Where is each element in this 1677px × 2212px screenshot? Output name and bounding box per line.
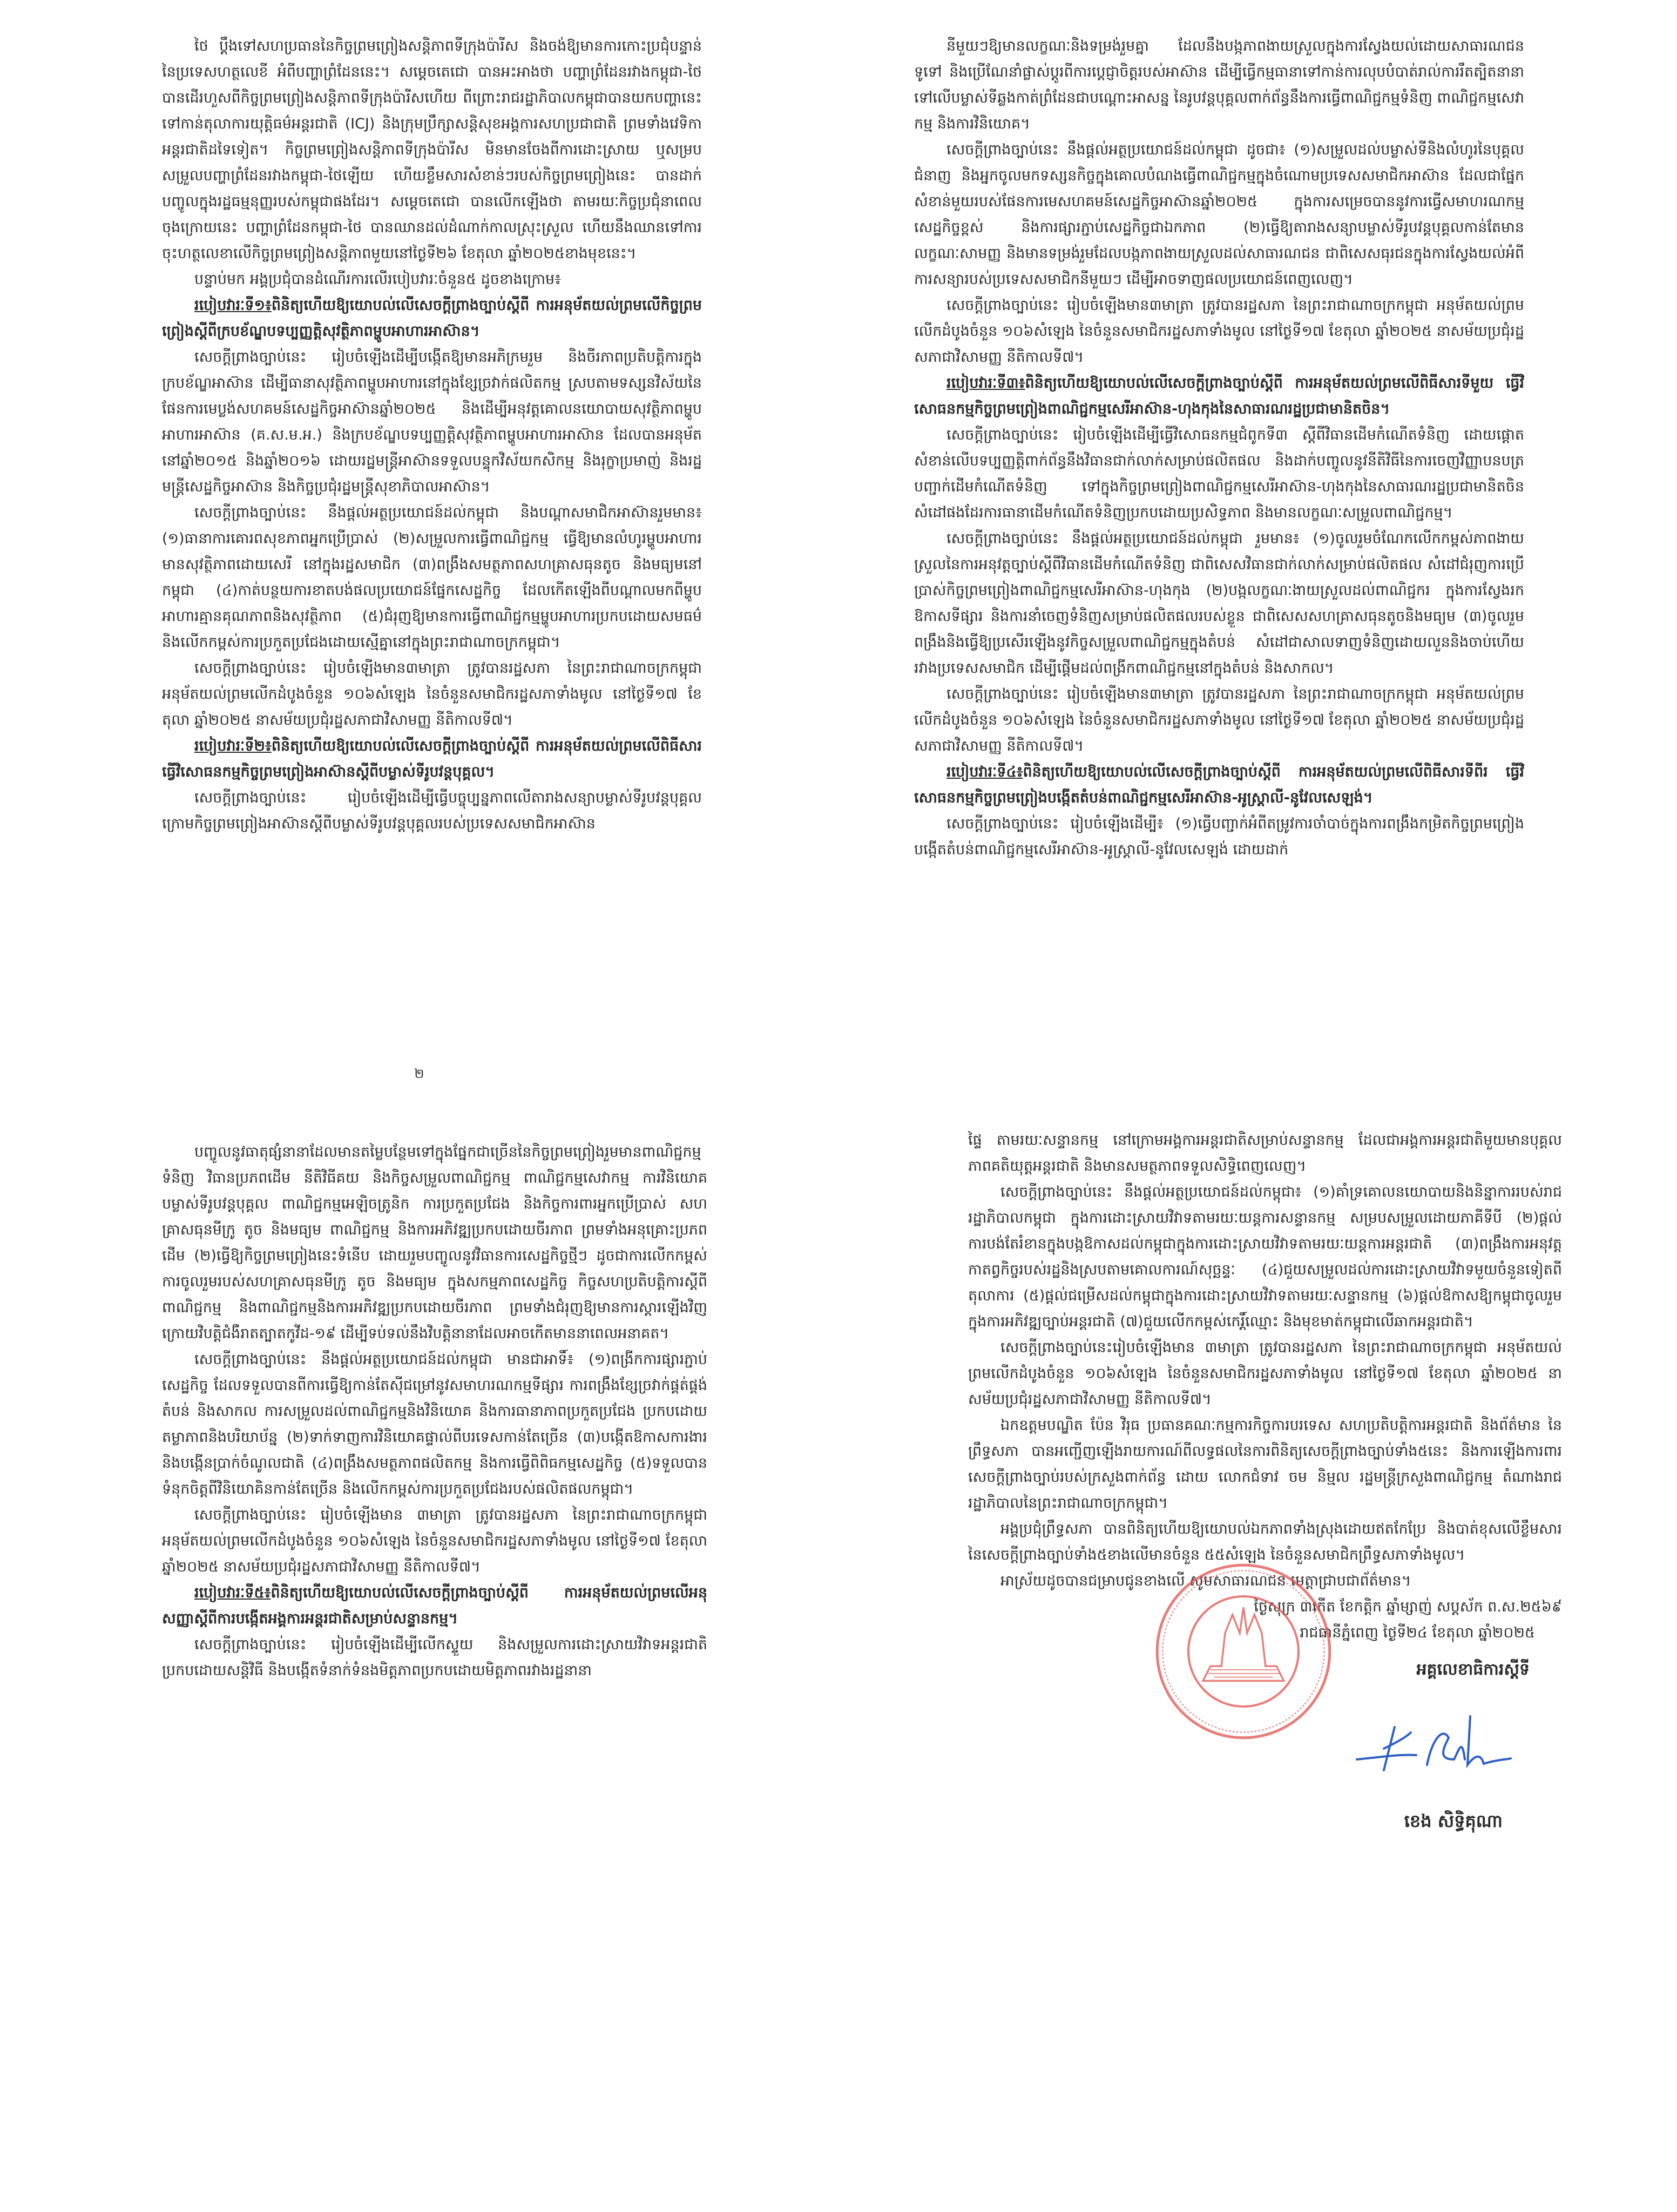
agenda-heading: [914, 759, 1524, 811]
paragraph: ឯកឧត្ដមបណ្ឌិត ប៉ែន វិរុធ ប្រធានគណៈកម្មការកិច្ចការបរទេស សហប្រតិបត្តិការអន្តរជាតិ និងព័ត៌មាន នៃព្រឹទ្ធសភា បានអញ្ជើញឡើងរាយការណ៍ពីលទ្ធផលនៃការពិនិត្យសេចក្ដីព្រាងច្បាប់ទាំង៥នេះ និងការឡើងការពារសេចក្ដីព្រាងច្បាប់របស់ក្រសួងពាក់ព័ន្ធ ដោយ លោកជំទាវ ចម និម្មល រដ្ឋមន្ត្រីក្រសួងពាណិជ្ជកម្ម តំណាងរាជរដ្ឋាភិបាលនៃព្រះរាជាណាចក្រកម្ពុជា។: [968, 1417, 1562, 1512]
page-body: [914, 33, 1524, 863]
agenda-title: ពិនិត្យហើយឱ្យយោបល់លើសេចក្ដីព្រាងច្បាប់ស្ដីពី ការអនុម័តយល់ព្រមលើពិធីសារទីមួយ ធ្វើវិសោធនកម្មកិច្ចព្រមព្រៀងពាណិជ្ជកម្មសេរីអាស៊ាន-ហុងកុងនៃសាធារណរដ្ឋប្រជាមានិតចិន។: [914, 375, 1524, 417]
paragraph: បញ្ចូលនូវធាតុផ្សំនានាដែលមានតម្លៃបន្ថែមទៅក្នុងផ្នែកជាច្រើននៃកិច្ចព្រមព្រៀងរួមមានពាណិជ្ជកម្មទំនិញ វិធានប្រភពដើម នីតិវិធីគយ និងកិច្ចសម្រួលពាណិជ្ជកម្ម ពាណិជ្ជកម្មសេវាកម្ម ការវិនិយោគ បម្លាស់ទីរូបវន្តបុគ្គល ពាណិជ្ជកម្មអេឡិចត្រូនិក ការប្រកួតប្រជែង និងកិច្ចការពារអ្នកប្រើប្រាស់ សហគ្រាសធុនមីក្រូ តូច និងមធ្យម ពាណិជ្ជកម្ម និងការអភិវឌ្ឍប្រកបដោយចីរភាព ព្រមទាំងអនុគ្រោះប្រភពដើម (២)ធ្វើឱ្យកិច្ចព្រមព្រៀងនេះទំនើប ដោយរួមបញ្ចូលនូវវិធានការសេដ្ឋកិច្ចថ្មីៗ ដូចជាការលើកកម្ពស់ការចូលរួមរបស់សហគ្រាសធុនមីក្រូ តូច និងមធ្យម ក្នុងសកម្មភាពសេដ្ឋកិច្ច កិច្ចសហប្រតិបត្តិការស្ដីពីពាណិជ្ជកម្ម និងពាណិជ្ជកម្មនិងការអភិវឌ្ឍប្រកបដោយចីរភាព ព្រមទាំងជំរុញឱ្យមានការស្ដារឡើងវិញក្រោយវិបត្តិជំងឺរាតត្បាតកូវីដ-១៩ ដើម្បីទប់ទល់នឹងវិបត្តិនានាដែលអាចកើតមាននាពេលអនាគត។: [162, 1144, 707, 1342]
closing-block: [968, 1594, 1562, 1927]
agenda-heading: [162, 733, 702, 785]
page-4: [0, 1106, 838, 2212]
page-5: [838, 1106, 1677, 2212]
paragraph: សេចក្ដីព្រាងច្បាប់នេះ រៀបចំឡើងដើម្បី៖ (១)ធ្វើបញ្ជាក់អំពីតម្រូវការចាំបាច់ក្នុងការពង្រឹងកម្រិតកិច្ចព្រមព្រៀង បង្កើតតំបន់ពាណិជ្ជកម្មសេរីអាស៊ាន-អូស្ត្រាលី-នូវែលសេឡង់ ដោយដាក់: [914, 815, 1524, 858]
paragraph: សេចក្ដីព្រាងច្បាប់នេះ រៀបចំឡើងដើម្បីធ្វើបច្ចុប្បន្នភាពលើតារាងសន្យាបម្លាស់ទីរូបវន្តបុគ្គល ក្រោមកិច្ចព្រមព្រៀងអាស៊ានស្ដីពីបម្លាស់ទីរូបវន្តបុគ្គលរបស់ប្រទេសសមាជិកអាស៊ាន: [162, 790, 702, 832]
page-body: [968, 1128, 1562, 1927]
paragraph: សេចក្ដីព្រាងច្បាប់នេះ នឹងផ្ដល់អត្ថប្រយោជន៍ដល់កម្ពុជា ដូចជា៖ (១)សម្រួលដល់បម្លាស់ទីនិងលំហូរនៃបុគ្គលជំនាញ និងអ្នកចូលមកទស្សនកិច្ចក្នុងគោលបំណងធ្វើពាណិជ្ជកម្មក្នុងចំណោមប្រទេសសមាជិកអាស៊ាន ដែលជាផ្នែកសំខាន់មួយរបស់ផែនការមេសហគមន៍សេដ្ឋកិច្ចអាស៊ានឆ្នាំ២០២៥ ក្នុងការសម្រេចបាននូវការធ្វើសមាហរណកម្មសេដ្ឋកិច្ចខ្ពស់ និងការផ្សារភ្ជាប់សេដ្ឋកិច្ចជាឯកភាព (២)ធ្វើឱ្យតារាងសន្យាបម្លាស់ទីរូបវន្តបុគ្គលកាន់តែមានលក្ខណៈសាមញ្ញ និងមានទម្រង់រួមដែលបង្កភាពងាយស្រួលដល់សាធារណជន ជាពិសេសធុរជនក្នុងការស្វែងយល់អំពីការសន្យារបស់ប្រទេសសមាជិកនីមួយៗ ដើម្បីអាចទាញផលប្រយោជន៍ពេញលេញ។: [914, 141, 1524, 288]
paragraph: អាស្រ័យដូចបានជម្រាបជូនខាងលើ សូមសាធារណជន មេត្តាជ្រាបជាព័ត៌មាន។: [1000, 1573, 1411, 1589]
paragraph: ថៃ ប្ដឹងទៅសហប្រធាននៃកិច្ចព្រមព្រៀងសន្តិភាពទីក្រុងប៉ារីស និងចង់ឱ្យមានការកោះប្រជុំបន្ទាន់នៃប្រទេសហត្ថលេខី អំពីបញ្ហាព្រំដែននេះ។ សម្ដេចតេជោ បានអះអាងថា បញ្ហាព្រំដែនរវាងកម្ពុជា-ថៃ បានដើរហួសពីកិច្ចព្រមព្រៀងសន្តិភាពទីក្រុងប៉ារីសហើយ ពីព្រោះរាជរដ្ឋាភិបាលកម្ពុជាបានយកបញ្ហានេះទៅកាន់តុលាការយុត្តិធម៌អន្តរជាតិ (ICJ) និងក្រុមប្រឹក្សាសន្តិសុខអង្គការសហប្រជាជាតិ ព្រមទាំងវេទិកាអន្តរជាតិដទៃទៀត។ កិច្ចព្រមព្រៀងសន្តិភាពទីក្រុងប៉ារីស មិនមានចែងពីការដោះស្រាយ ឬសម្របសម្រួលបញ្ហាព្រំដែនរវាងកម្ពុជា-ថៃឡើយ ហើយខ្លឹមសារសំខាន់ៗរបស់កិច្ចព្រមព្រៀងនេះ បានដាក់បញ្ចូលក្នុងរដ្ឋធម្មនុញ្ញរបស់កម្ពុជាផងដែរ។ សម្ដេចតេជោ បានលើកឡើងថា តាមរយៈកិច្ចប្រជុំនាពេលចុងក្រោយនេះ បញ្ហាព្រំដែនកម្ពុជា-ថៃ បានឈានដល់ដំណាក់កាលស្រុះស្រួល ហើយនឹងឈានទៅការចុះហត្ថលេខាលើកិច្ចព្រមព្រៀងសន្តិភាពមួយនៅថ្ងៃទី២៦ ខែតុលា ឆ្នាំ២០២៥ខាងមុខនេះ។: [162, 38, 702, 262]
signatory-name: ខេង សិទ្ធិគុណា: [1404, 1811, 1503, 1831]
paragraph: សេចក្ដីព្រាងច្បាប់នេះ រៀបចំឡើងដើម្បីធ្វើវិសោធនកម្មជំពូកទី៣ ស្ដីពីវិធានដើមកំណើតទំនិញ ដោយផ្ដោតសំខាន់លើបទប្បញ្ញត្តិពាក់ព័ន្ធនឹងវិធានជាក់លាក់សម្រាប់ផលិតផល និងដាក់បញ្ចូលនូវនីតិវិធីនៃការចេញវិញ្ញាបនបត្របញ្ជាក់ដើមកំណើតទំនិញ ទៅក្នុងកិច្ចព្រមព្រៀងពាណិជ្ជកម្មសេរីអាស៊ាន-ហុងកុងនៃសាធារណរដ្ឋប្រជាមានិតចិន សំដៅផងដែរការធានាដើមកំណើតទំនិញប្រកបដោយប្រសិទ្ធភាព និងមានលក្ខណៈសម្រួលពាណិជ្ជកម្ម។: [914, 427, 1524, 521]
paragraph: សេចក្ដីព្រាងច្បាប់នេះរៀបចំឡើងមាន ៣មាត្រា ត្រូវបានរដ្ឋសភា នៃព្រះរាជាណាចក្រកម្ពុជា អនុម័តយល់ព្រមលើកដំបូងចំនួន ១០៦សំឡេង នៃចំនួនសមាជិករដ្ឋសភាទាំងមូល នៅថ្ងៃទី១៧ ខែតុលា ឆ្នាំ២០២៥ នាសម័យប្រជុំរដ្ឋសភាជាវិសាមញ្ញ នីតិកាលទី៧។: [968, 1339, 1562, 1408]
agenda-title: ពិនិត្យហើយឱ្យយោបល់លើសេចក្ដីព្រាងច្បាប់ស្ដីពី ការអនុម័តយល់ព្រមលើអនុសញ្ញាស្ដីពីការបង្កើតអង្គការអន្តរជាតិសម្រាប់សន្ទានកម្ម។: [162, 1584, 707, 1627]
agenda-label: របៀបវារៈទី១៖: [194, 297, 272, 314]
paragraph: សេចក្ដីព្រាងច្បាប់នេះ រៀបចំឡើងដើម្បីបង្កើតឱ្យមានអភិក្រមរួម និងចីរភាពប្រតិបត្តិការក្នុងក្របខ័ណ្ឌអាស៊ាន ដើម្បីធានាសុវត្ថិភាពម្ហូបអាហារនៅក្នុងខ្សែច្រវាក់ផលិតកម្ម ស្របតាមទស្សនវិស័យនៃផែនការមេប្លង់សហគមន៍សេដ្ឋកិច្ចអាស៊ានឆ្នាំ២០២៥ និងដើម្បីអនុវត្តគោលនយោបាយសុវត្ថិភាពម្ហូបអាហារអាស៊ាន (គ.ស.ម.អ.) និងក្របខ័ណ្ឌបទប្បញ្ញត្តិសុវត្ថិភាពម្ហូបអាហារអាស៊ាន ដែលបានអនុម័តនៅឆ្នាំ២០១៥ និងឆ្នាំ២០១៦ ដោយរដ្ឋមន្ត្រីអាស៊ានទទួលបន្ទុកវិស័យកសិកម្ម និងរុក្ខាប្រមាញ់ និងរដ្ឋមន្ត្រីសេដ្ឋកិច្ចអាស៊ាន និងកិច្ចប្រជុំរដ្ឋមន្ត្រីសុខាភិបាលអាស៊ាន។: [162, 349, 702, 495]
paragraph: សេចក្ដីព្រាងច្បាប់នេះ រៀបចំឡើងដើម្បីលើកស្ទួយ និងសម្រួលការដោះស្រាយវិវាទអន្តរជាតិប្រកបដោយសន្តិវិធី និងបង្កើតទំនាក់ទំនងមិត្តភាពប្រកបដោយមិត្តភាពរវាងរដ្ឋនានា: [162, 1636, 707, 1679]
agenda-label: របៀបវារៈទី៤៖: [946, 764, 1023, 780]
page-number: ២: [414, 1066, 424, 1081]
lunar-date: ថ្ងៃសុក្រ ៣កើត ខែកត្តិក ឆ្នាំម្សាញ់ សប្តស័ក ព.ស.២៥៦៩: [1254, 1599, 1562, 1615]
agenda-heading: [162, 293, 702, 345]
page-body: [162, 1139, 707, 1684]
paragraph: អង្គប្រជុំព្រឹទ្ធសភា បានពិនិត្យហើយឱ្យយោបល់ឯកភាពទាំងស្រុងដោយឥតកែប្រែ និងបាត់ខុសលើខ្លឹមសារនៃសេចក្ដីព្រាងច្បាប់ទាំង៥ខាងលើមានចំនួន ៥៥សំឡេង នៃចំនួនសមាជិកព្រឹទ្ធសភាទាំងមូល។: [968, 1521, 1562, 1563]
agenda-heading: [162, 1580, 707, 1632]
signatory-title: អគ្គលេខាធិការស្ដីទី: [1416, 1660, 1530, 1679]
agenda-title: ពិនិត្យហើយឱ្យយោបល់លើសេចក្ដីព្រាងច្បាប់ស្ដីពី ការអនុម័តយល់ព្រមលើពិធីសារធ្វើវិសោធនកម្មកិច្ចព្រមព្រៀងអាស៊ានស្ដីពីបម្លាស់ទីរូបវន្តបុគ្គល។: [162, 738, 702, 780]
page-3: [838, 0, 1677, 1106]
agenda-label: របៀបវារៈទី២៖: [194, 738, 272, 754]
agenda-label: របៀបវារៈទី៥៖: [194, 1584, 271, 1601]
paragraph: សេចក្ដីព្រាងច្បាប់នេះ នឹងផ្ដល់អត្ថប្រយោជន៍ដល់កម្ពុជា រួមមាន៖ (១)ចូលរួមចំណែកលើកកម្ពស់ភាពងាយស្រួលនៃការអនុវត្តច្បាប់ស្ដីពីវិធានដើមកំណើតទំនិញ ជាពិសេសវិធានជាក់លាក់សម្រាប់ផលិតផល សំដៅជំរុញការប្រើប្រាស់កិច្ចព្រមព្រៀងពាណិជ្ជកម្មសេរីអាស៊ាន-ហុងកុង (២)បង្កលក្ខណៈងាយស្រួលដល់ពាណិជ្ជករ ក្នុងការស្វែងរកឱកាសទីផ្សារ និងការនាំចេញទំនិញសម្រាប់ផលិតផលរបស់ខ្លួន ជាពិសេសសហគ្រាសធុនតូចនិងមធ្យម (៣)ចូលរួមពង្រឹងនិងធ្វើឱ្យប្រសើរឡើងនូវកិច្ចសម្រួលពាណិជ្ជកម្មក្នុងតំបន់ សំដៅជាសាលទាញទំនិញដោយលួននិងចាប់ហើយរវាងប្រទេសសមាជិក ដើម្បីផ្ដើមដល់ពង្រីកពាណិជ្ជកម្មនៅក្នុងតំបន់ និងសាកល។: [914, 530, 1524, 677]
page-body: [162, 33, 702, 837]
paragraph: ផ្ទៃ តាមរយៈសន្ទានកម្ម នៅក្រោមអង្គការអន្តរជាតិសម្រាប់សន្ទានកម្ម ដែលជាអង្គការអន្តរជាតិមួយមានបុគ្គលភាពគតិយុត្តអន្តរជាតិ និងមានសមត្ថភាពទទួលសិទ្ធិពេញលេញ។: [968, 1132, 1562, 1175]
paragraph: សេចក្ដីព្រាងច្បាប់នេះ រៀបចំឡើងមាន៣មាត្រា ត្រូវបានរដ្ឋសភា នៃព្រះរាជាណាចក្រកម្ពុជា អនុម័តយល់ព្រមលើកដំបូងចំនួន ១០៦សំឡេង នៃចំនួនសមាជិករដ្ឋសភាទាំងមូល នៅថ្ងៃទី១៧ ខែតុលា ឆ្នាំ២០២៥ នាសម័យប្រជុំរដ្ឋសភាជាវិសាមញ្ញ នីតិកាលទី៧។: [914, 297, 1524, 366]
paragraph: បន្ទាប់មក អង្គប្រជុំបានដំណើរការលើរបៀបវារៈចំនួន៥ ដូចខាងក្រោម៖: [194, 271, 562, 288]
page-2: [0, 0, 838, 1106]
paragraph: សេចក្ដីព្រាងច្បាប់នេះ នឹងផ្ដល់អត្ថប្រយោជន៍ដល់កម្ពុជា និងបណ្ដាសមាជិកអាស៊ានរួមមាន៖ (១)ធានាការគោរពសុខភាពអ្នកប្រើប្រាស់ (២)សម្រួលការធ្វើពាណិជ្ជកម្ម ធ្វើឱ្យមានលំហូរម្ហូបអាហារមានសុវត្ថិភាពដោយសេរី នៅក្នុងរដ្ឋសមាជិក (៣)ពង្រឹងសមត្ថភាពសហគ្រាសធុនតូច និងមធ្យមនៅកម្ពុជា (៤)កាត់បន្ថយការខាតបង់ផលប្រយោជន៍ផ្នែកសេដ្ឋកិច្ច ដែលកើតឡើងពីបណ្ដាលមកពីម្ហូបអាហារគ្មានគុណភាពនិងសុវត្ថិភាព (៥)ជំរុញឱ្យមានការធ្វើពាណិជ្ជកម្មម្ហូបអាហារប្រកបដោយសមធម៌ និងលើកកម្ពស់ការប្រកួតប្រជែងដោយស្មើគ្នានៅក្នុងព្រះរាជាណាចក្រកម្ពុជា។: [162, 504, 702, 651]
paragraph: សេចក្ដីព្រាងច្បាប់នេះ រៀបចំឡើងមាន៣មាត្រា ត្រូវបានរដ្ឋសភា នៃព្រះរាជាណាចក្រកម្ពុជា អនុម័តយល់ព្រមលើកដំបូងចំនួន ១០៦សំឡេង នៃចំនួនសមាជិករដ្ឋសភាទាំងមូល នៅថ្ងៃទី១៧ ខែតុលា ឆ្នាំ២០២៥ នាសម័យប្រជុំរដ្ឋសភាជាវិសាមញ្ញ នីតិកាលទី៧។: [914, 686, 1524, 754]
paragraph: សេចក្ដីព្រាងច្បាប់នេះ នឹងផ្ដល់អត្ថប្រយោជន៍ដល់កម្ពុជា មានជាអាទិ៍៖ (១)ពង្រីកការផ្សារភ្ជាប់សេដ្ឋកិច្ច ដែលទទួលបានពីការធ្វើឱ្យកាន់តែស៊ីជម្រៅនូវសមាហរណកម្មទីផ្សារ ការពង្រឹងខ្សែច្រវាក់ផ្គត់ផ្គង់តំបន់ និងសាកល ការសម្រួលដល់ពាណិជ្ជកម្មនិងវិនិយោគ និងការធានាភាពប្រកួតប្រជែង ប្រកបដោយតម្លាភាពនិងបរិយាប័ន្ន (២)ទាក់ទាញការវិនិយោគផ្ទាល់ពីបរទេសកាន់តែច្រើន (៣)បង្កើតឱកាសការងារ និងបង្កើនប្រាក់ចំណូលជាតិ (៤)ពង្រឹងសមត្ថភាពផលិតកម្ម និងការធ្វើពិពិធកម្មសេដ្ឋកិច្ច (៥)ទទួលបានទំនុកចិត្តពីវិនិយោគិនកាន់តែច្រើន និងលើកកម្ពស់ការប្រកួតប្រជែងរបស់ផលិតផលកម្ពុជា។: [162, 1351, 707, 1498]
agenda-title: ពិនិត្យហើយឱ្យយោបល់លើសេចក្ដីព្រាងច្បាប់ស្ដីពី ការអនុម័តយល់ព្រមលើកិច្ចព្រមព្រៀងស្ដីពីក្របខ័ណ្ឌបទប្បញ្ញត្តិសុវត្ថិភាពម្ហូបអាហារអាស៊ាន។: [162, 297, 702, 340]
agenda-label: របៀបវារៈទី៣៖: [946, 375, 1025, 392]
handwritten-signature: [1351, 1705, 1513, 1781]
agenda-heading: [914, 370, 1524, 422]
place-date: រាជធានីភ្នំពេញ ថ្ងៃទី២៤ ខែតុលា ឆ្នាំ២០២៥: [1300, 1624, 1535, 1641]
official-seal-icon: [1152, 1560, 1335, 1743]
paragraph: នីមួយៗឱ្យមានលក្ខណៈនិងទម្រង់រួមគ្នា ដែលនឹងបង្កភាពងាយស្រួលក្នុងការស្វែងយល់ដោយសាធារណជនទូទៅ និងប្រើណែនាំផ្លាស់ប្ដូរពីការប្ដេជ្ញាចិត្តរបស់អាស៊ាន ដើម្បីធ្វើកម្មធានាទៅកាន់ការលុបបំបាត់រាល់ការរឹតត្បិតនានាទៅលើបម្លាស់ទីឆ្លងកាត់ព្រំដែនជាបណ្ដោះអាសន្ន នៃរូបវន្តបុគ្គលពាក់ព័ន្ធនឹងការធ្វើពាណិជ្ជកម្មទំនិញ ពាណិជ្ជកម្មសេវាកម្ម និងការវិនិយោគ។: [914, 38, 1524, 132]
paragraph: សេចក្ដីព្រាងច្បាប់នេះ រៀបចំឡើងមាន៣មាត្រា ត្រូវបានរដ្ឋសភា នៃព្រះរាជាណាចក្រកម្ពុជា អនុម័តយល់ព្រមលើកដំបូងចំនួន ១០៦សំឡេង នៃចំនួនសមាជិករដ្ឋសភាទាំងមូល នៅថ្ងៃទី១៧ ខែតុលា ឆ្នាំ២០២៥ នាសម័យប្រជុំរដ្ឋសភាជាវិសាមញ្ញ នីតិកាលទី៧។: [162, 660, 702, 729]
paragraph: សេចក្ដីព្រាងច្បាប់នេះ រៀបចំឡើងមាន ៣មាត្រា ត្រូវបានរដ្ឋសភា នៃព្រះរាជាណាចក្រកម្ពុជា អនុម័តយល់ព្រមលើកដំបូងចំនួន ១០៦សំឡេង នៃចំនួនសមាជិករដ្ឋសភាទាំងមូល នៅថ្ងៃទី១៧ ខែតុលា ឆ្នាំ២០២៥ នាសម័យប្រជុំរដ្ឋសភាជាវិសាមញ្ញ នីតិកាលទី៧។: [162, 1507, 707, 1575]
agenda-title: ពិនិត្យហើយឱ្យយោបល់លើសេចក្ដីព្រាងច្បាប់ស្ដីពី ការអនុម័តយល់ព្រមលើពិធីសារទីពីរ ធ្វើវិសោធនកម្មកិច្ចព្រមព្រៀងបង្កើតតំបន់ពាណិជ្ជកម្មសេរីអាស៊ាន-អូស្ត្រាលី-នូវែលសេឡង់។: [914, 764, 1524, 806]
paragraph: សេចក្ដីព្រាងច្បាប់នេះ នឹងផ្ដល់អត្ថប្រយោជន៍ដល់កម្ពុជា៖ (១)គាំទ្រគោលនយោបាយនិងនិន្នាការរបស់រាជរដ្ឋាភិបាលកម្ពុជា ក្នុងការដោះស្រាយវិវាទតាមរយៈយន្តការសន្ទានកម្ម សម្របសម្រួលដោយភាគីទីបី (២)ផ្ដល់ការបង់តែរំខានក្នុងបង្កឱកាសដល់កម្ពុជាក្នុងការដោះស្រាយវិវាទតាមរយៈយន្តការអន្តរជាតិ (៣)ពង្រឹងការអនុវត្តកាតព្វកិច្ចរបស់រដ្ឋនិងស្របតាមគោលការណ៍សុច្ឆន្ទៈ (៤)ជួយសម្រួលដល់ការដោះស្រាយវិវាទមួយចំនួនទៀតពីតុលាការ (៥)ផ្ដល់ជម្រើសដល់កម្ពុជាក្នុងការដោះស្រាយវិវាទតាមរយៈសន្ទានកម្ម (៦)ផ្ដល់ឱកាសឱ្យកម្ពុជាចូលរួមក្នុងការអភិវឌ្ឍច្បាប់អន្តរជាតិ (៧)ជួយលើកកម្ពស់កេរ្តិ៍ឈ្មោះ និងមុខមាត់កម្ពុជាលើឆាកអន្តរជាតិ។: [968, 1184, 1562, 1330]
